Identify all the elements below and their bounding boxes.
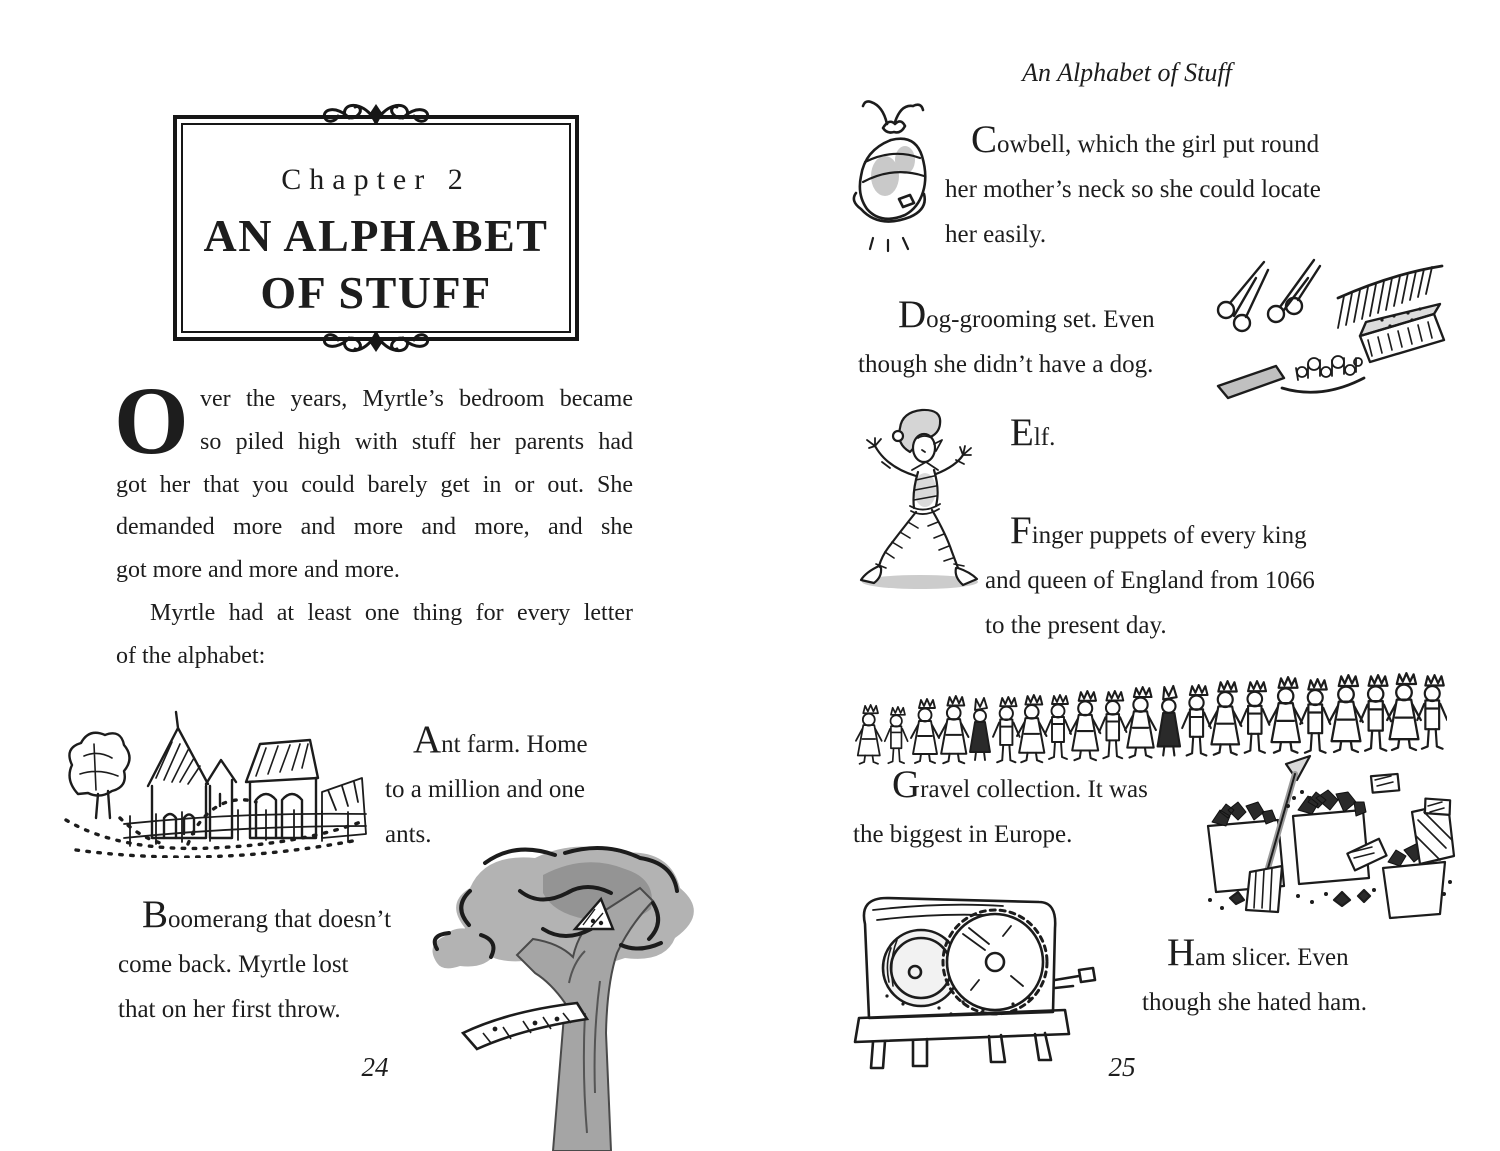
body-line: Myrtle had at least one thing for every letter [150, 599, 633, 626]
item-cowbell [945, 117, 1355, 257]
chapter-title [177, 207, 575, 321]
item-line: though she didn’t have a dog. [858, 351, 1154, 378]
flourish-ornament-icon [313, 95, 439, 133]
item-line: Ham slicer. Even [1167, 931, 1349, 974]
item-initial: H [1167, 931, 1196, 974]
opening-paragraphs [114, 367, 633, 678]
body-line: ver the years, Myrtle’s bedroom became [200, 386, 633, 412]
page-number-left: 24 [361, 1052, 389, 1082]
item-line: Ant farm. Home [413, 718, 588, 761]
item-initial: D [898, 293, 927, 336]
cowbell-illustration [843, 96, 941, 254]
running-head: An Alphabet of Stuff [1022, 58, 1232, 87]
item-line: that on her first throw. [118, 996, 341, 1023]
item-initial: G [892, 763, 921, 806]
item-gravel [853, 762, 1183, 857]
item-line: come back. Myrtle lost [118, 951, 349, 978]
chapter-label: Chapter 2 [281, 163, 471, 196]
item-initial: A [413, 718, 442, 761]
item-boomerang [118, 892, 423, 1032]
item-dog-grooming [858, 292, 1208, 387]
chapter-title-line1: AN ALPHABET [203, 210, 549, 261]
item-line: and queen of England from 1066 [985, 567, 1315, 594]
tree-with-boomerang-illustration [425, 833, 708, 1151]
flourish-ornament-icon [313, 323, 439, 361]
drop-cap: O [114, 367, 189, 474]
item-line: Gravel collection. It was [892, 763, 1148, 806]
item-line: her easily. [945, 221, 1047, 248]
item-initial: F [1010, 509, 1032, 552]
item-line: though she hated ham. [1142, 989, 1367, 1016]
chapter-title-box [173, 115, 579, 341]
item-elf [1010, 410, 1130, 460]
body-line: got more and more and more. [116, 557, 400, 584]
item-initial: C [971, 118, 998, 161]
body-line: demanded more and more and more, and she [116, 514, 633, 541]
item-line: Elf. [1010, 411, 1056, 454]
item-line: ants. [385, 821, 432, 848]
ham-slicer-illustration [843, 884, 1099, 1090]
dog-grooming-set-illustration [1212, 256, 1446, 436]
ant-farm-illustration [60, 698, 372, 858]
page-number-right: 25 [1108, 1052, 1136, 1082]
item-ham-slicer [1142, 930, 1422, 1025]
body-line: got her that you could barely get in or out. She [116, 471, 633, 498]
chapter-title-line2: OF STUFF [260, 267, 492, 318]
body-line: so piled high with stuff her parents had [200, 428, 633, 455]
item-line: to the present day. [985, 612, 1167, 639]
item-initial: E [1010, 411, 1034, 454]
item-initial: B [142, 893, 169, 936]
item-line: to a million and one [385, 776, 585, 803]
item-line: the biggest in Europe. [853, 821, 1073, 848]
item-line: Finger puppets of every king [1010, 509, 1307, 552]
body-line: of the alphabet: [116, 642, 266, 669]
item-line: Cowbell, which the girl put round [971, 118, 1320, 161]
gravel-collection-illustration [1198, 750, 1458, 924]
elf-illustration [848, 400, 998, 594]
item-line: her mother’s neck so she could locate [945, 176, 1321, 203]
item-line: Dog-grooming set. Even [898, 293, 1155, 336]
item-line: Boomerang that doesn’t [142, 893, 392, 936]
